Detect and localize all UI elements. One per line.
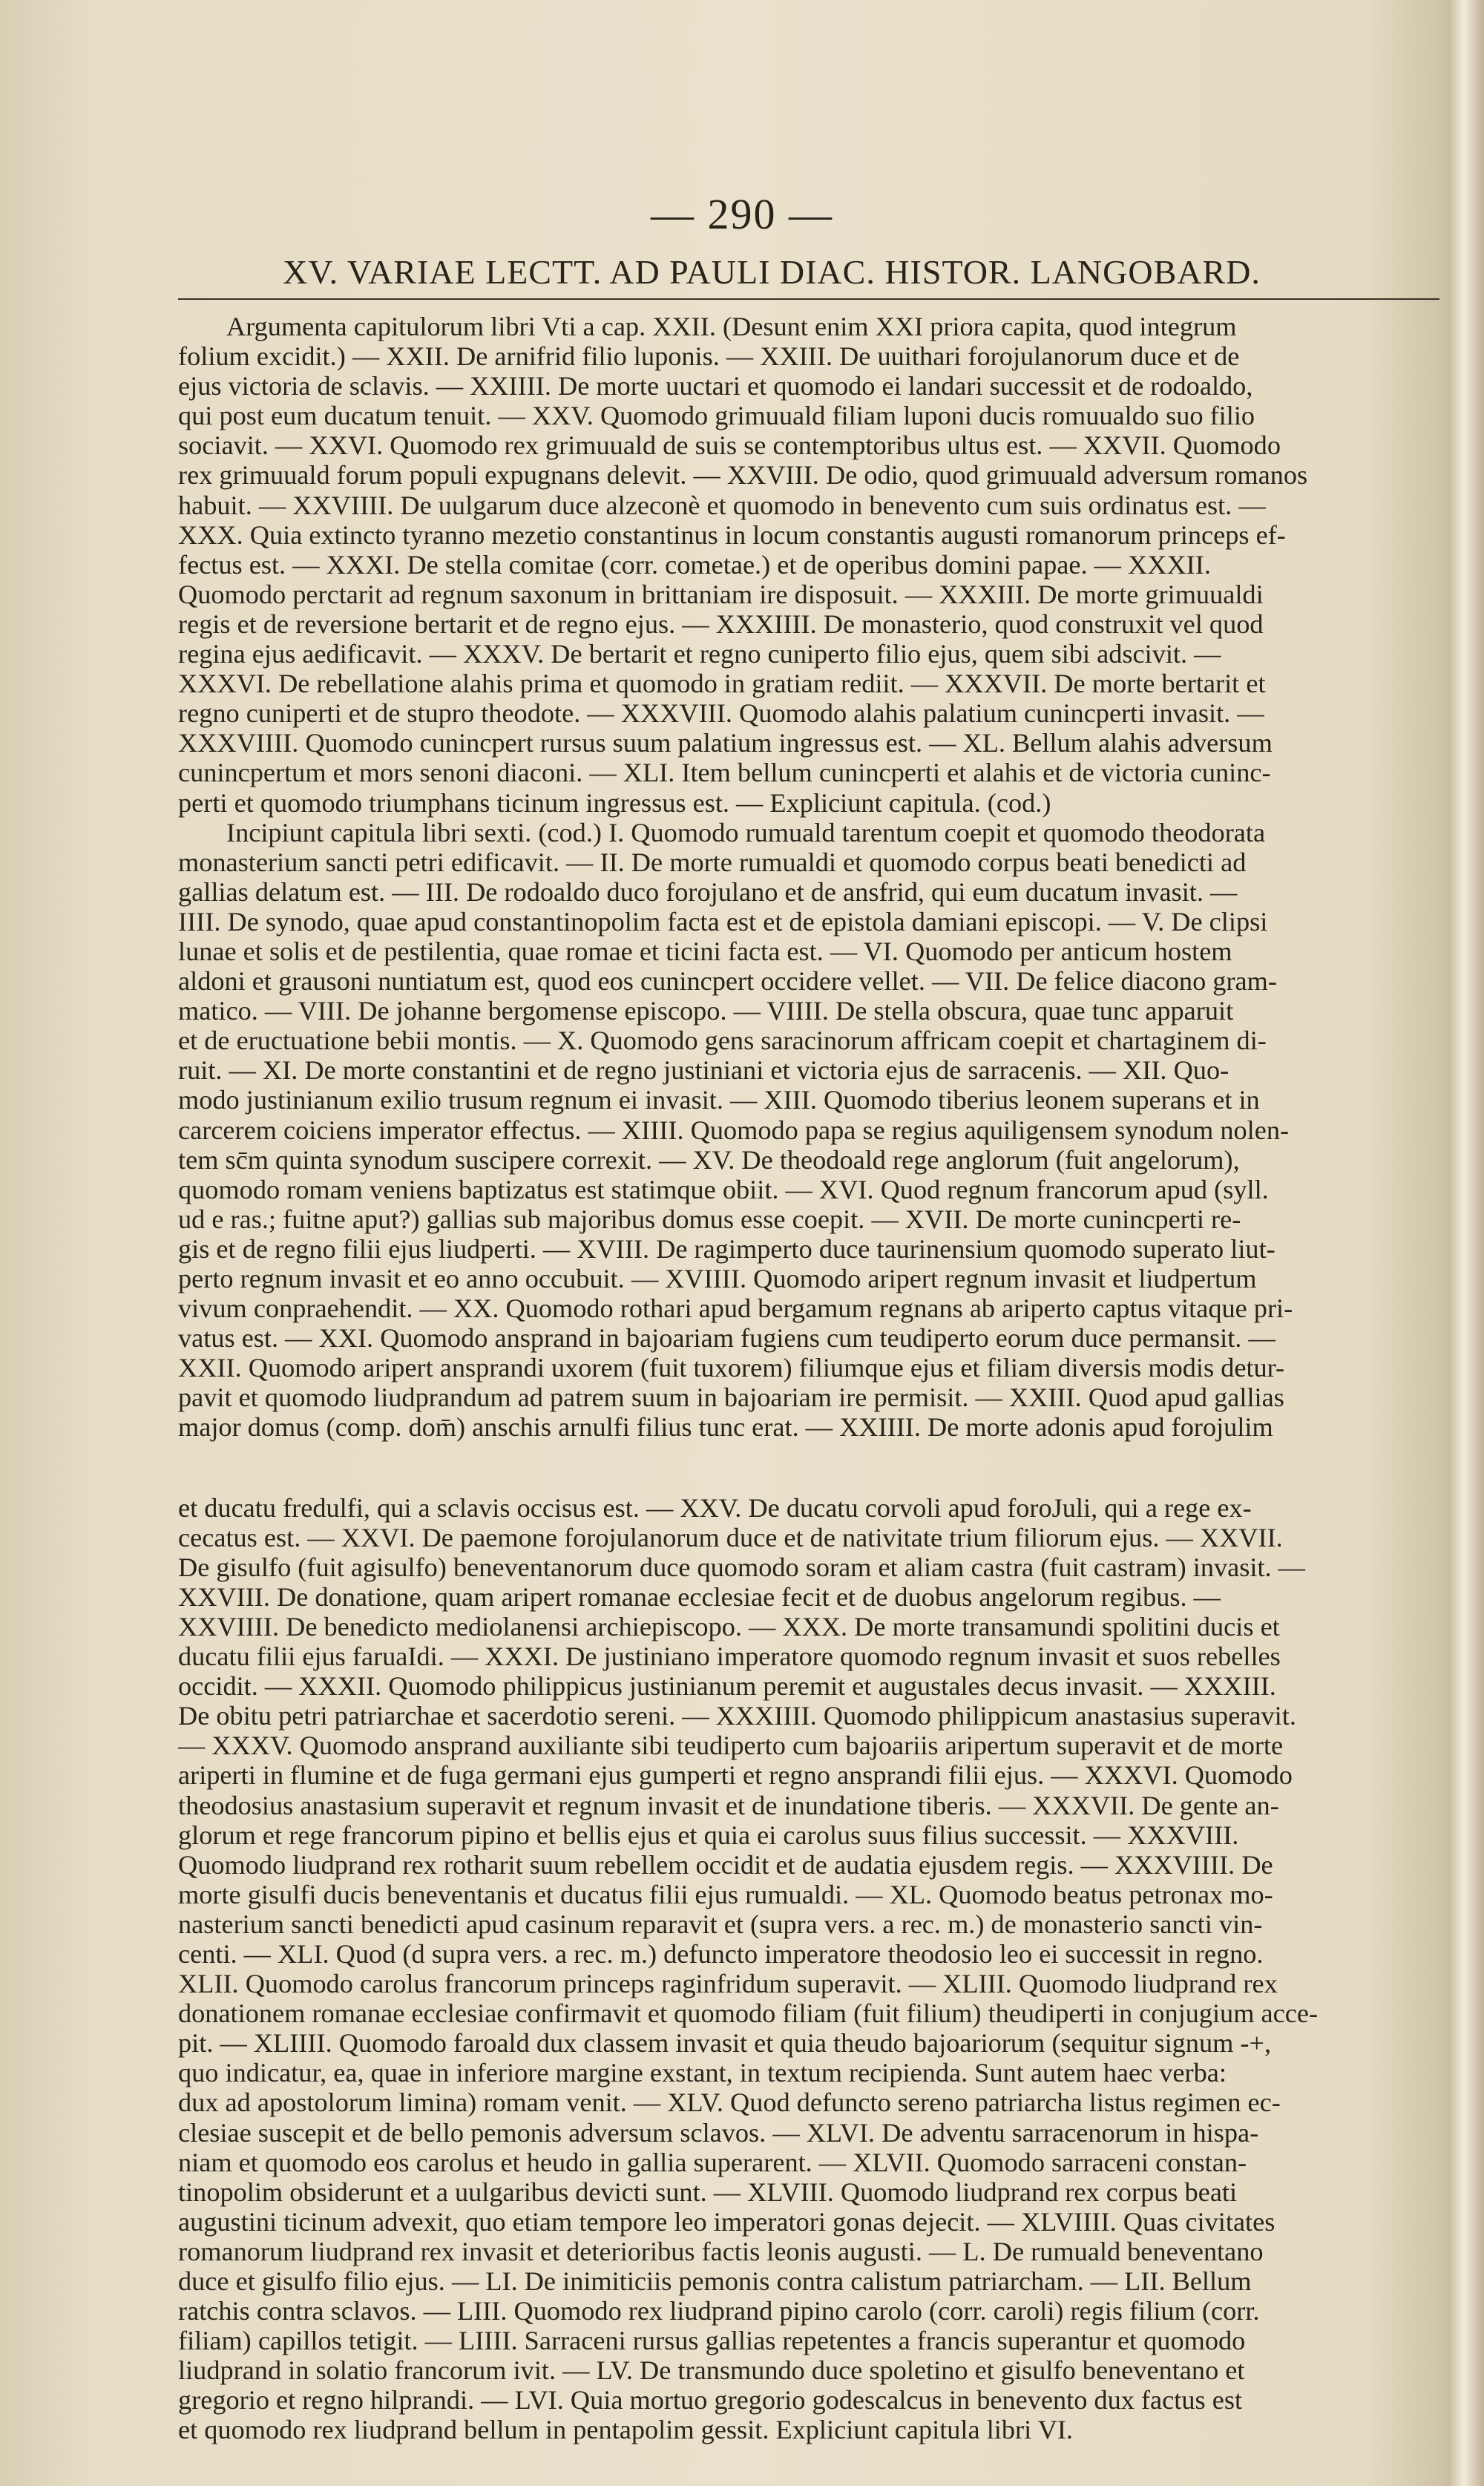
text-line: XXX. Quia extincto tyranno mezetio constantinus in locum constantis augusti romanorum princeps ef- [178, 519, 1286, 550]
text-line: IIII. De synodo, quae apud constantinopolim facta est et de epistola damiani episcopi. — V. De clipsi [178, 906, 1268, 937]
text-line: donationem romanae ecclesiae confirmavit et quomodo filiam (fuit filium) theudiperti in conjugium acce- [178, 1998, 1319, 2029]
text-line: romanorum liudprand rex invasit et deterioribus factis leonis augusti. — L. De rumuald beneventano [178, 2236, 1264, 2266]
text-line: lunae et solis et de pestilentia, quae romae et ticini facta est. — VI. Quomodo per anticum hostem [178, 936, 1232, 966]
text-line: quo indicatur, ea, quae in inferiore margine exstant, in textum recipienda. Sunt autem haec verba: [178, 2058, 1227, 2088]
text-line: modo justinianum exilio trusum regnum ei invasit. — XIII. Quomodo tiberius leonem superans et in [178, 1085, 1260, 1115]
text-line: qui post eum ducatum tenuit. — XXV. Quomodo grimuuald filiam luponi ducis romuualdo suo filio [178, 401, 1255, 431]
text-line: rex grimuuald forum populi expugnans delevit. — XXVIII. De odio, quod grimuuald adversum romanos [178, 460, 1308, 491]
text-line: et quomodo rex liudprand bellum in pentapolim gessit. Expliciunt capitula libri VI. [178, 2415, 1073, 2445]
text-line: ariperti in flumine et de fuga germani ejus gumperti et regno ansprandi filii ejus. — XXXVI. Quomodo [178, 1760, 1293, 1791]
text-line: XXII. Quomodo aripert ansprandi uxorem (fuit tuxorem) filiumque ejus et filiam diversis modis detur- [178, 1353, 1285, 1383]
text-line: Incipiunt capitula libri sexti. (cod.) I. Quomodo rumuald tarentum coepit et quomodo theodorata [226, 817, 1266, 847]
text-line: centi. — XLI. Quod (d supra vers. a rec. m.) defuncto imperatore theodosio leo ei successit in regno. [178, 1938, 1264, 1969]
text-line: gregorio et regno hilprandi. — LVI. Quia mortuo gregorio godescalcus in benevento dux factus est [178, 2385, 1243, 2416]
title-rule [178, 298, 1439, 300]
text-line: ducatu filii ejus faruaIdi. — XXXI. De justiniano imperatore quomodo regnum invasit et suos rebelles [178, 1642, 1281, 1672]
text-line: gallias delatum est. — III. De rodoaldo duco forojulano et de ansfrid, qui eum ducatum invasit. — [178, 876, 1238, 907]
text-line: XLII. Quomodo carolus francorum princeps raginfridum superavit. — XLIII. Quomodo liudprand rex [178, 1969, 1278, 1999]
paragraph-book-six-continued [178, 1493, 1480, 2445]
text-line: et ducatu fredulfi, qui a sclavis occisus est. — XXV. De ducatu corvoli apud foroJuli, qui a rege ex- [178, 1492, 1252, 1523]
text-line: Argumenta capitulorum libri Vti a cap. XXII. (Desunt enim XXI priora capita, quod integrum [226, 312, 1237, 341]
text-line: quomodo romam veniens baptizatus est statimque obiit. — XVI. Quod regnum francorum apud (syll. [178, 1174, 1269, 1204]
text-line: Quomodo perctarit ad regnum saxonum in brittaniam ire disposuit. — XXXIII. De morte grimuualdi [178, 579, 1264, 609]
text-line: ruit. — XI. De morte constantini et de regno justiniani et victoria ejus de sarracenis. — XII. Quo- [178, 1055, 1229, 1086]
paragraph-book-five [178, 312, 1480, 1443]
text-line: cecatus est. — XXVI. De paemone forojulanorum duce et de nativitate trium filiorum ejus. — XXVII. [178, 1522, 1283, 1552]
text-line: matico. — VIII. De johanne bergomense episcopo. — VIIII. De stella obscura, quae tunc apparuit [178, 996, 1234, 1026]
text-line: regis et de reversione bertarit et de regno ejus. — XXXIIII. De monasterio, quod construxit vel quod [178, 609, 1264, 639]
text-line: glorum et rege francorum pipino et bellis ejus et quia ei carolus suus filius successit. — XXXVIII. [178, 1820, 1239, 1850]
text-line: — XXXV. Quomodo ansprand auxiliante sibi teudiperto cum bajoariis aripertum superavit et de morte [178, 1731, 1284, 1761]
text-line: XXXVI. De rebellatione alahis prima et quomodo in gratiam rediit. — XXXVII. De morte bertarit et [178, 669, 1266, 699]
body-text [178, 312, 1480, 2445]
text-line: fectus est. — XXXI. De stella comitae (corr. cometae.) et de operibus domini papae. — XXXII. [178, 549, 1211, 580]
text-line: vivum conpraehendit. — XX. Quomodo rothari apud bergamum regnans ab ariperto captus vitaque pri- [178, 1293, 1293, 1324]
text-line: niam et quomodo eos carolus et heudo in gallia superarent. — XLVII. Quomodo sarraceni constan- [178, 2147, 1247, 2177]
text-line: tem sc̄m quinta synodum suscipere correxit. — XV. De theodoald rege anglorum (fuit angelorum), [178, 1144, 1240, 1175]
text-line: pit. — XLIIII. Quomodo faroald dux classem invasit et quia theudo bajoariorum (sequitur signum -+, [178, 2028, 1272, 2059]
text-line: pavit et quomodo liudprandum ad patrem suum in bajoariam ire permisit. — XXIII. Quod apud gallias [178, 1383, 1284, 1413]
text-line: major domus (comp. dom̄) anschis arnulfi filius tunc erat. — XXIIII. De morte adonis apud forojulim [178, 1412, 1273, 1443]
text-line: liudprand in solatio francorum ivit. — LV. De transmundo duce spoletino et gisulfo beneventano et [178, 2355, 1245, 2386]
text-line: vatus est. — XXI. Quomodo ansprand in bajoariam fugiens cum teudiperto eorum duce permansit. — [178, 1323, 1275, 1354]
text-line: folium excidit.) — XXII. De arnifrid filio luponis. — XXIII. De uuithari forojulanorum duce et de [178, 341, 1240, 372]
text-line: theodosius anastasium superavit et regnum invasit et de inundatione tiberis. — XXXVII. De gente an- [178, 1790, 1279, 1820]
text-line: ratchis contra sclavos. — LIII. Quomodo rex liudprand pipino carolo (corr. caroli) regis filium (corr. [178, 2296, 1260, 2326]
text-line: regno cuniperti et de stupro theodote. — XXXVIII. Quomodo alahis palatium cunincperti invasit. — [178, 698, 1264, 729]
text-line: clesiae suscepit et de bello pemonis adversum sclavos. — XLVI. De adventu sarracenorum in hispa- [178, 2117, 1259, 2148]
text-line: nasterium sancti benedicti apud casinum reparavit et (supra vers. a rec. m.) de monasterio sancti vin- [178, 1909, 1263, 1939]
paragraph-gap [178, 1443, 1480, 1493]
text-line: carcerem coiciens imperator effectus. — XIIII. Quomodo papa se regius aquiligensem synodum nolen- [178, 1115, 1290, 1145]
text-line: perti et quomodo triumphans ticinum ingressus est. — Expliciunt capitula. (cod.) [178, 787, 1051, 818]
text-line: ud e ras.; fuitne aput?) gallias sub majoribus domus esse coepit. — XVII. De morte cunincperti re- [178, 1204, 1241, 1234]
text-line: duce et gisulfo filio ejus. — LI. De inimiticiis pemonis contra calistum patriarcham. — LII. Bellum [178, 2266, 1252, 2296]
text-line: augustini ticinum advexit, quo etiam tempore leo imperatori gonas dejecit. — XLVIIII. Quas civitates [178, 2206, 1275, 2237]
text-line: cunincpertum et mors senoni diaconi. — XLI. Item bellum cunincperti et alahis et de victoria cuninc- [178, 758, 1271, 788]
text-line: dux ad apostolorum limina) romam venit. — XLV. Quod defuncto sereno patriarcha listus regimen ec- [178, 2087, 1281, 2118]
text-line: XXXVIIII. Quomodo cunincpert rursus suum palatium ingressus est. — XL. Bellum alahis adversum [178, 728, 1273, 758]
text-line: sociavit. — XXVI. Quomodo rex grimuuald de suis se contemptoribus ultus est. — XXVII. Quomodo [178, 430, 1281, 461]
text-line: regina ejus aedificavit. — XXXV. De bertarit et regno cuniperto filio ejus, quem sibi adscivit. — [178, 639, 1221, 669]
text-line: habuit. — XXVIIII. De uulgarum duce alzeconè et quomodo in benevento cum suis ordinatus est. — [178, 490, 1266, 520]
text-line: et de eructuatione bebii montis. — X. Quomodo gens saracinorum affricam coepit et chartaginem di- [178, 1026, 1267, 1056]
text-line: De obitu petri patriarchae et sacerdotio sereni. — XXXIIII. Quomodo philippicum anastasius superavit. [178, 1701, 1296, 1731]
text-line: De gisulfo (fuit agisulfo) beneventanorum duce quomodo soram et aliam castra (fuit castram) invasit. — [178, 1552, 1305, 1582]
text-line: filiam) capillos tetigit. — LIIII. Sarraceni rursus gallias repetentes a francis superantur et quomodo [178, 2326, 1246, 2356]
text-line: perto regnum invasit et eo anno occubuit. — XVIIII. Quomodo aripert regnum invasit et liudpertum [178, 1264, 1257, 1293]
text-line: aldoni et grausoni nuntiatum est, quod eos cunincpert occidere vellet. — VII. De felice diacono gram- [178, 966, 1277, 997]
text-line: ejus victoria de sclavis. — XXIIII. De morte uuctari et quomodo ei landari successit et de rodoaldo, [178, 371, 1253, 401]
text-line: Quomodo liudprand rex rotharit suum rebellem occidit et de audatia ejusdem regis. — XXXVIIII. De [178, 1849, 1273, 1880]
text-line: XXVIII. De donatione, quam aripert romanae ecclesiae fecit et de duobus angelorum regibus. — [178, 1581, 1221, 1612]
text-line: gis et de regno filii ejus liudperti. — XVIII. De ragimperto duce taurinensium quomodo superato liut- [178, 1233, 1275, 1264]
text-line: morte gisulfi ducis beneventanis et ducatus filii ejus rumualdi. — XL. Quomodo beatus petronax mo- [178, 1879, 1273, 1909]
page-number: — 290 — [651, 190, 833, 238]
section-title: XV. VARIAE LECTT. AD PAULI DIAC. HISTOR. LANGOBARD. [283, 253, 1261, 291]
text-line: XXVIIII. De benedicto mediolanensi archiepiscopo. — XXX. De morte transamundi spolitini ducis et [178, 1611, 1280, 1642]
text-line: tinopolim obsiderunt et a uulgaribus devicti sunt. — XLVIII. Quomodo liudprand rex corpus beati [178, 2177, 1238, 2207]
text-line: occidit. — XXXII. Quomodo philippicus justinianum peremit et augustales decus invasit. — XXXIII. [178, 1671, 1276, 1702]
text-line: monasterium sancti petri edificavit. — II. De morte rumualdi et quomodo corpus beati benedicti ad [178, 847, 1247, 877]
